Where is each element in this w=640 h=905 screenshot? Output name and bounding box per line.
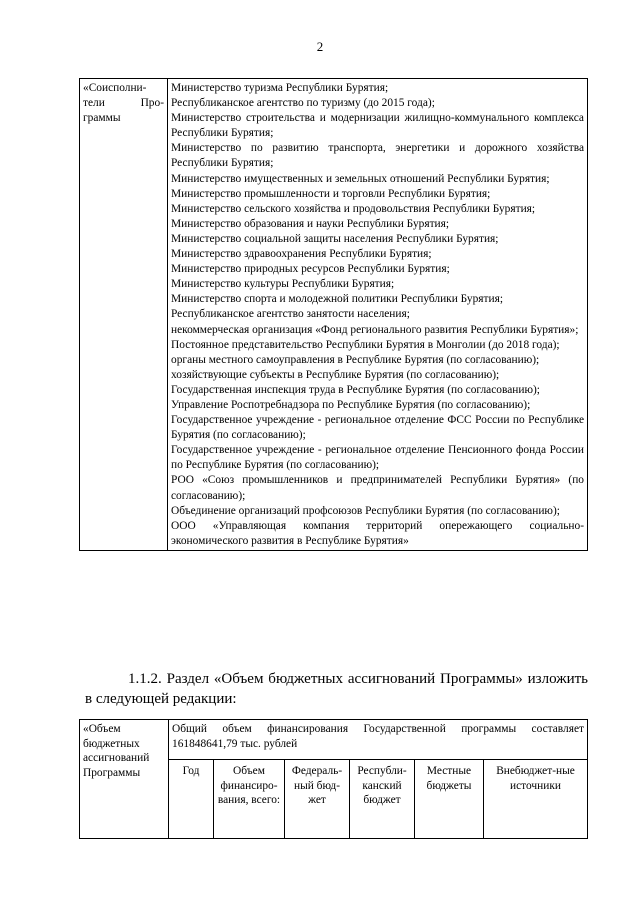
- co-executor-item: Министерство социальной защиты населения Республики Бурятия;: [171, 232, 499, 245]
- co-executors-table: [79, 78, 588, 551]
- co-executor-item: Объединение организаций профсоюзов Республики Бурятия (по согласованию);: [171, 504, 560, 517]
- co-executor-item: Министерство промышленности и торговли Республики Бурятия;: [171, 187, 491, 200]
- co-executor-item: Республиканское агентство занятости населения;: [171, 308, 410, 321]
- co-executors-list: [168, 79, 588, 551]
- co-executor-item: Министерство здравоохранения Республики Бурятия;: [171, 248, 432, 261]
- co-executor-item: Министерство природных ресурсов Республики Бурятия;: [171, 263, 450, 276]
- budget-total-text: Общий объем финансирования Государственной программы составляет 161848641,79 тыс. рублей: [169, 720, 588, 760]
- co-executor-item: Министерство культуры Республики Бурятия;: [171, 278, 395, 291]
- co-executor-item: Управление Роспотребнадзора по Республике Бурятия (по согласованию);: [171, 398, 531, 411]
- co-executor-item: хозяйствующие субъекты в Республике Бурятия (по согласованию);: [171, 368, 500, 381]
- co-executor-item: Министерство имущественных и земельных отношений Республики Бурятия;: [171, 172, 550, 185]
- header-total-financing: Объем финансиро-вания, всего:: [214, 760, 285, 839]
- co-executor-item: Министерство по развитию транспорта, энергетики и дорожного хозяйства Республики Бурятия;: [171, 142, 584, 170]
- co-executor-item: органы местного самоуправления в Республике Бурятия (по согласованию);: [171, 353, 540, 366]
- co-executor-item: Республиканское агентство по туризму (до 2015 года);: [171, 97, 435, 110]
- page-number: 2: [316, 39, 324, 54]
- header-year: Год: [169, 760, 214, 839]
- co-executor-item: Государственная инспекция труда в Республике Бурятия (по согласованию);: [171, 383, 540, 396]
- section-paragraph: [85, 670, 588, 709]
- co-executor-item: РОО «Союз промышленников и предпринимателей Республики Бурятия» (по согласованию);: [171, 474, 584, 502]
- co-executor-item: Министерство образования и науки Республики Бурятия;: [171, 217, 450, 230]
- co-executor-item: некоммерческая организация «Фонд регионального развития Республики Бурятия»;: [171, 323, 579, 336]
- co-executor-item: Государственное учреждение - региональное отделение Пенсионного фонда России по Республике Бурятия (по согласованию);: [171, 444, 584, 472]
- co-executor-item: Министерство спорта и молодежной политики Республики Бурятия;: [171, 293, 504, 306]
- co-executor-item: Министерство туризма Республики Бурятия;: [171, 82, 389, 94]
- header-federal-budget: Федераль-ный бюд-жет: [285, 760, 350, 839]
- co-executor-item: Министерство строительства и модернизации жилищно-коммунального комплекса Республики Бурятия;: [171, 112, 584, 140]
- budget-total-row: [80, 720, 588, 760]
- section-paragraph-text: 1.1.2. Раздел «Объем бюджетных ассигнований Программы» изложить в следующей редакции:: [85, 671, 588, 707]
- co-executor-item: Государственное учреждение - региональное отделение ФСС России по Республике Бурятия (по согласованию);: [171, 414, 584, 442]
- header-extrabudgetary-sources: Внебюджет-ные источники: [484, 760, 588, 839]
- co-executor-item: Министерство сельского хозяйства и продовольствия Республики Бурятия;: [171, 202, 536, 215]
- header-local-budgets: Местные бюджеты: [415, 760, 484, 839]
- budget-label: «Объем бюджетных ассигнований Программы: [80, 720, 169, 839]
- co-executor-item: ООО «Управляющая компания территорий опережающего социально-экономического развития в Республике Бурятия»: [171, 519, 584, 547]
- co-executor-item: Постоянное представительство Республики Бурятия в Монголии (до 2018 года);: [171, 338, 560, 351]
- co-executors-label: «Соисполни-тели Про-граммы: [80, 79, 168, 551]
- budget-table: [79, 719, 588, 839]
- header-republic-budget: Республи-канский бюджет: [350, 760, 415, 839]
- co-executors-row: [80, 79, 588, 551]
